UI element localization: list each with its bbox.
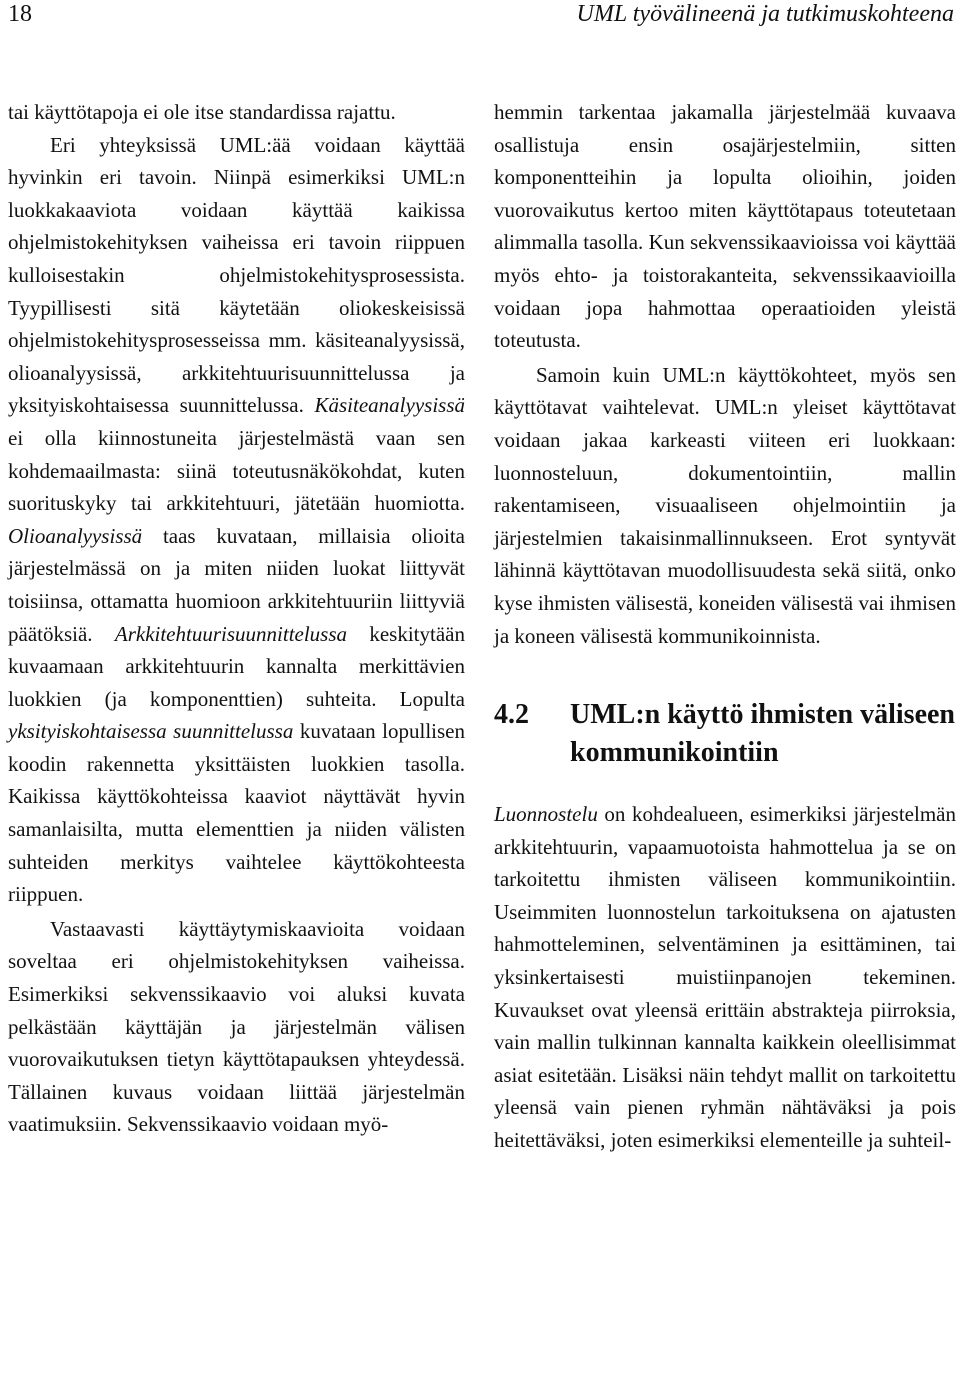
paragraph-text: Eri yhteyksissä UML:ää voidaan käyttää hyvinkin eri tavoin. Niinpä esimerkiksi UML:n luokkakaaviota voidaan käyttää kaikissa ohjelmistokehityksen vaiheissa eri tavoin riippuen kulloisestakin ohjelmistokehitysprosessista. Tyypillisesti sitä käytetään oliokeskeisissä ohjelmistokehitysprosesseissa mm. käsiteanalyysissä, olioanalyysissä, arkkitehtuurisuunnittelussa ja yksityiskohtaisessa suunnittelussa. [8,132,465,418]
right-column [494,96,956,1157]
paragraph [8,129,465,911]
emphasized-term: Luonnostelu [494,802,598,827]
paragraph-text: Samoin kuin UML:n käyttökohteet, myös sen käyttötavat vaihtelevat. UML:n yleiset käyttötavat voidaan jakaa karkeasti viiteen eri luokkaan: luonnosteluun, dokumentointiin, mallin rakentamiseen, visuaaliseen ohjelmointiin ja järjestelmien takaisinmallinnukseen. Erot syntyvät lähinnä käyttötavan muodollisuudesta sekä siitä, onko kyse ihmisten välisestä, koneiden välisestä vai ihmisen ja koneen välisestä kommunikoinnista. [494,362,956,648]
paragraph [494,96,956,357]
paragraph-text: kuvataan lopullisen koodin rakennetta yksittäisten luokkien tasolla. Kaikissa käyttökohteissa kaaviot näyttävät hyvin samanlaisilta, mutta elementtien ja niiden välisten suhteiden merkitys vaihtelee käyttökohteesta riippuen. [8,719,465,907]
section-number: 4.2 [494,699,529,731]
emphasized-term: Käsiteanalyysissä [314,393,465,418]
page-header [0,0,960,36]
left-column [8,96,465,1141]
paragraph [494,798,956,1157]
section-heading [494,696,956,772]
paragraph [8,96,465,129]
paragraph-text: Vastaavasti käyttäytymiskaavioita voidaan soveltaa eri ohjelmistokehityksen vaiheissa. Esimerkiksi sekvenssikaavio voi aluksi kuvata pelkästään käyttäjän ja järjestelmän välisen vuorovaikutuksen tietyn käyttötapauksen yhteydessä. Tällainen kuvaus voidaan liittää järjestelmän vaatimuksiin. Sekvenssikaavio voidaan myö- [8,916,465,1137]
running-title: UML työvälineenä ja tutkimuskohteena [576,1,954,27]
paragraph [494,359,956,652]
paragraph [8,913,465,1141]
page-number: 18 [8,1,32,27]
emphasized-term: yksityiskohtaisessa suunnittelussa [8,719,294,744]
paragraph-text: ei olla kiinnostuneita järjestelmästä vaan sen kohdemaailmasta: siinä toteutusnäkökohdat, kuten suorituskyky tai arkkitehtuuri, jätetään huomiotta. [8,425,465,516]
emphasized-term: Olioanalyysissä [8,523,143,548]
emphasized-term: Arkkitehtuurisuunnittelussa [114,621,348,646]
paragraph-text: hemmin tarkentaa jakamalla järjestelmää kuvaava osallistuja ensin osajärjestelmiin, sitten komponentteihin ja lopulta olioihin, joiden vuorovaikutus kertoo miten käyttötapaus toteutetaan alimmalla tasolla. Kun sekvenssikaavioissa voi käyttää myös ehto- ja toistorakanteita, sekvenssikaavioilla voidaan jopa hahmottaa operaatioiden yleistä toteutusta. [494,100,956,353]
section-title: UML:n käyttö ihmisten väliseen kommunikointiin [570,699,955,769]
paragraph-text: tai käyttötapoja ei ole itse standardissa rajattu. [8,100,396,124]
paragraph-text: on kohdealueen, esimerkiksi järjestelmän arkkitehtuurin, vapaamuotoista hahmottelua ja se on tarkoitettu ihmisten väliseen kommunikointiin. Useimmiten luonnostelun tarkoituksena on ajatusten hahmotteleminen, selventäminen ja esittäminen, tai yksinkertaisesti muistiinpanojen tekeminen. Kuvaukset ovat yleensä erittäin abstrakteja piirroksia, vain mallin tulkinnan kannalta kaikkein oleellisimmat asiat esitetään. Lisäksi näin tehdyt mallit on tarkoitettu yleensä vain pienen ryhmän nähtäväksi ja pois heitettäväksi, joten esimerkiksi elementeille ja suhteil- [494,802,956,1153]
paragraph-text: keskitytään kuvaamaan arkkitehtuurin kannalta merkittävien luokkien (ja komponenttien) suhteita. Lopulta [8,621,465,711]
paragraph-text: taas kuvataan, millaisia olioita järjestelmässä on ja miten niiden luokat liittyvät toisiinsa, ottamatta huomioon arkkitehtuuriin liittyviä päätöksiä. [8,523,465,646]
